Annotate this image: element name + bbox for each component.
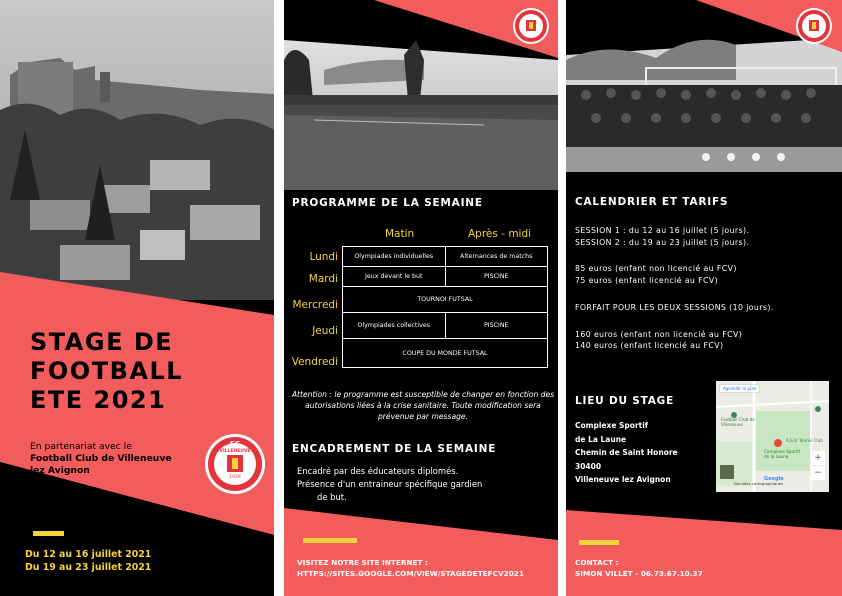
- table-row: [343, 313, 548, 339]
- table-row: [343, 267, 548, 287]
- lieu-title: LIEU DU STAGE: [575, 395, 675, 407]
- column-header-morning: Matin: [385, 228, 415, 240]
- tuesday-morning-cell: Jeux devant le but: [343, 267, 446, 287]
- club-logo: [205, 434, 265, 494]
- monday-afternoon-cell: Alternances de matchs: [445, 247, 548, 267]
- stage-title-line-2: FOOTBALL: [30, 357, 184, 385]
- day-label-monday: Lundi: [309, 251, 338, 263]
- map-footer: Données cartographiques: [734, 481, 784, 486]
- stage-title-line-1: STAGE DE: [30, 328, 174, 356]
- website-block: [297, 557, 557, 579]
- address-line-2: de La Laune: [575, 434, 627, 444]
- calendar-title: CALENDRIER ET TARIFS: [575, 196, 729, 208]
- club-crest-icon: [796, 8, 832, 44]
- yellow-divider: [303, 538, 357, 543]
- column-header-afternoon: Après - midi: [468, 228, 532, 240]
- club-logo-small: [513, 8, 549, 44]
- location-map[interactable]: [716, 381, 829, 492]
- day-label-tuesday: Mardi: [308, 273, 338, 285]
- address-line-3: Chemin de Saint Honore: [575, 448, 678, 457]
- map-place-complexe: Complexe Sportif de la Laune: [764, 449, 801, 459]
- logo-name-text: VILLENEUVE: [219, 449, 251, 454]
- wednesday-full-cell: TOURNOI FUTSAL: [343, 287, 548, 313]
- map-place-tennis: A.S.V. Tennis Club: [786, 438, 823, 443]
- logo-fc-text: FC: [230, 440, 240, 448]
- map-zoom-in-button[interactable]: +: [811, 451, 825, 465]
- stage-dates: [25, 549, 151, 574]
- map-brand: Google: [764, 476, 784, 482]
- stage-title-line-3: ETE 2021: [30, 386, 167, 414]
- programme-note: Attention : le programme est susceptible de changer en fonction des autorisations liées à la crise sanitaire. Toute modification sera prévenue par message.: [291, 390, 555, 421]
- contact-value: SIMON VILLET - 06.73.67.10.37: [575, 569, 703, 578]
- session-1: SESSION 1 : du 12 au 16 juillet (5 jours).: [575, 226, 750, 235]
- encadrement-text: [297, 465, 522, 504]
- address-line-5: Villeneuve lez Avignon: [575, 475, 671, 484]
- left-panel-background: [0, 0, 274, 596]
- partner-name-2: lez Avignon: [30, 465, 90, 476]
- map-enlarge-button[interactable]: Agrandir le plan: [720, 385, 759, 392]
- map-thumbnail[interactable]: [720, 465, 734, 479]
- date-line-1: Du 12 au 16 juillet 2021: [25, 549, 152, 560]
- encadrement-title: ENCADREMENT DE LA SEMAINE: [292, 443, 497, 455]
- thursday-morning-cell: Olympiades collectives: [343, 313, 446, 339]
- date-line-2: Du 19 au 23 juillet 2021: [25, 561, 152, 573]
- encadrement-line-2: Présence d'un entraineur spécifique gardien: [297, 479, 483, 489]
- encadrement-line-3: de but.: [317, 492, 347, 502]
- contact-block: [575, 557, 795, 579]
- contact-label: CONTACT :: [575, 558, 619, 567]
- programme-table: [342, 246, 548, 368]
- table-row: [343, 247, 548, 267]
- forfait-text: FORFAIT POUR LES DEUX SESSIONS (10 jours).: [575, 302, 774, 312]
- map-zoom-out-button[interactable]: −: [811, 466, 825, 480]
- day-label-thursday: Jeudi: [312, 325, 338, 337]
- club-logo-small: [796, 8, 832, 44]
- address-line-1: Complexe Sportif: [575, 421, 649, 430]
- table-row: [343, 287, 548, 313]
- logo-year-text: 1928: [229, 475, 241, 480]
- session-2: SESSION 2 : du 19 au 23 juillet (5 jours).: [575, 237, 750, 247]
- lieu-address: [575, 419, 705, 487]
- club-crest-icon: [513, 8, 549, 44]
- left-panel: [0, 0, 274, 596]
- map-place-club: Football Club de Villeneuve: [721, 417, 755, 427]
- price-single-non-licensed: 85 euros (enfant non licencié au FCV): [575, 264, 737, 274]
- thursday-afternoon-cell: PISCINE: [445, 313, 548, 339]
- yellow-divider: [579, 540, 619, 545]
- partnership-text: [30, 441, 205, 477]
- partner-intro: En partenariat avec le: [30, 441, 132, 452]
- price-single-licensed: 75 euros (enfant licencié au FCV): [575, 276, 719, 286]
- stage-title: [30, 328, 260, 415]
- yellow-divider: [33, 531, 64, 536]
- friday-full-cell: COUPE DU MONDE FUTSAL: [343, 339, 548, 368]
- day-label-friday: Vendredi: [291, 356, 338, 368]
- tuesday-afternoon-cell: PISCINE: [445, 267, 548, 287]
- price-double-licensed: 140 euros (enfant licencié au FCV): [575, 341, 724, 351]
- table-row: [343, 339, 548, 368]
- website-label: VISITEZ NOTRE SITE INTERNET :: [297, 558, 428, 567]
- day-label-wednesday: Mercredi: [292, 299, 338, 311]
- price-double-non-licensed: 160 euros (enfant non licencié au FCV): [575, 329, 743, 339]
- monday-morning-cell: Olympiades individuelles: [343, 247, 446, 267]
- partner-name-1: Football Club de Villeneuve: [30, 453, 172, 464]
- address-line-4: 30400: [575, 461, 602, 471]
- calendar-text: [575, 225, 795, 367]
- programme-title: PROGRAMME DE LA SEMAINE: [292, 197, 483, 209]
- encadrement-line-1: Encadré par des éducateurs diplomés.: [297, 466, 459, 476]
- website-link[interactable]: HTTPS://SITES.GOOGLE.COM/VIEW/STAGEDETEFCV2021: [297, 569, 524, 578]
